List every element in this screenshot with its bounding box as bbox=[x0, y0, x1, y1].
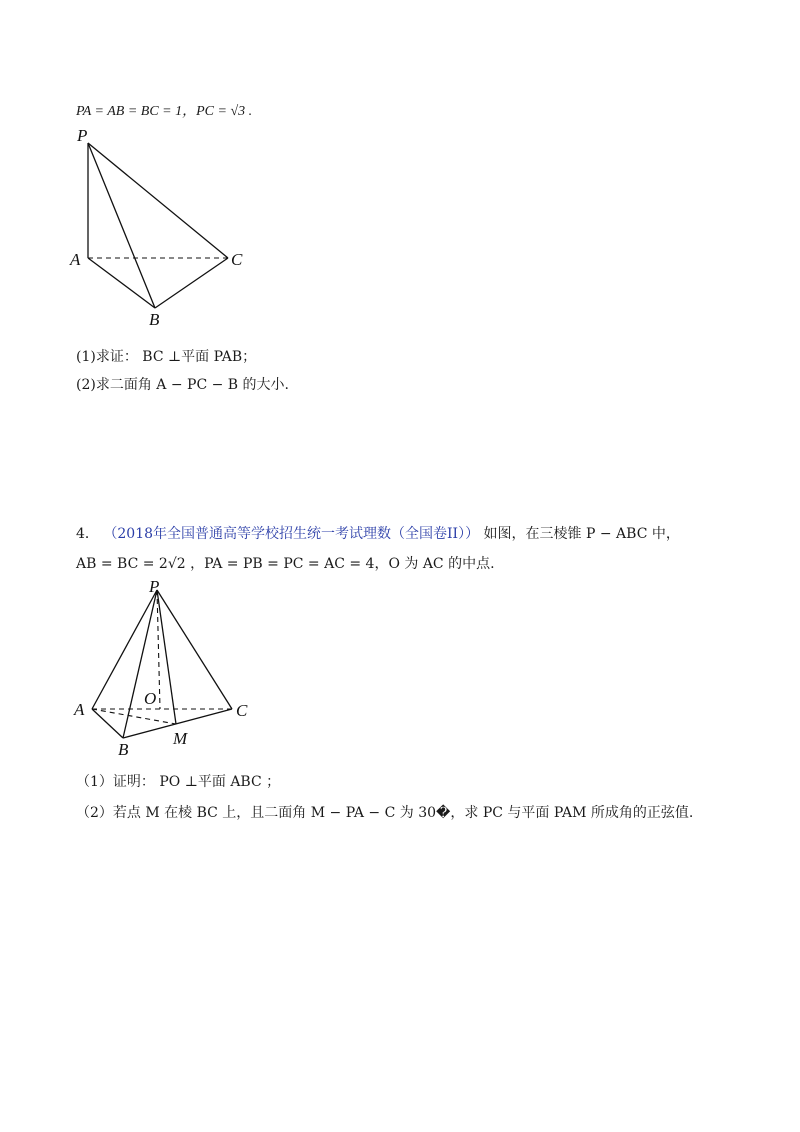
problem3-question-1: (1)求证： BC ⊥平面 PAB； bbox=[76, 349, 257, 365]
label-C: C bbox=[231, 250, 243, 269]
label-O-4: O bbox=[144, 689, 157, 708]
label-P: P bbox=[77, 126, 88, 145]
problem4-question-2: （2）若点 M 在棱 BC 上，且二面角 M − PA − C 为 30�，求 PC 与平面 PAM 所成角的正弦值. bbox=[76, 805, 694, 821]
problem4-intro: 如图，在三棱锥 P − ABC 中， bbox=[483, 526, 680, 542]
label-P-4: P bbox=[149, 577, 160, 596]
edge-PC bbox=[88, 143, 228, 258]
problem4-source: （2018年全国普通高等学校招生统一考试理数（全国卷II）） bbox=[103, 526, 480, 542]
edge-AB-4 bbox=[92, 709, 123, 738]
label-A: A bbox=[70, 250, 81, 269]
label-B-4: B bbox=[118, 740, 129, 759]
problem4-given: AB = BC = 2√2 ，PA = PB = PC = AC = 4，O 为 AC 的中点. bbox=[76, 556, 495, 572]
problem4-number: 4． bbox=[76, 526, 99, 542]
problem4-question-1: （1）证明： PO ⊥平面 ABC ； bbox=[76, 774, 281, 790]
problem3-given: PA = AB = BC = 1，PC = √3 . bbox=[76, 104, 253, 119]
edge-PC-4 bbox=[157, 590, 232, 709]
problem3-question-2: (2)求二面角 A − PC − B 的大小. bbox=[76, 377, 289, 393]
edge-PM-4 bbox=[157, 590, 176, 724]
edge-AM-hidden bbox=[92, 709, 176, 724]
problem4-header bbox=[76, 523, 680, 543]
edge-BC bbox=[155, 258, 228, 308]
label-M-4: M bbox=[173, 729, 188, 748]
label-A-4: A bbox=[74, 700, 85, 719]
label-C-4: C bbox=[236, 701, 248, 720]
label-B: B bbox=[149, 310, 160, 329]
